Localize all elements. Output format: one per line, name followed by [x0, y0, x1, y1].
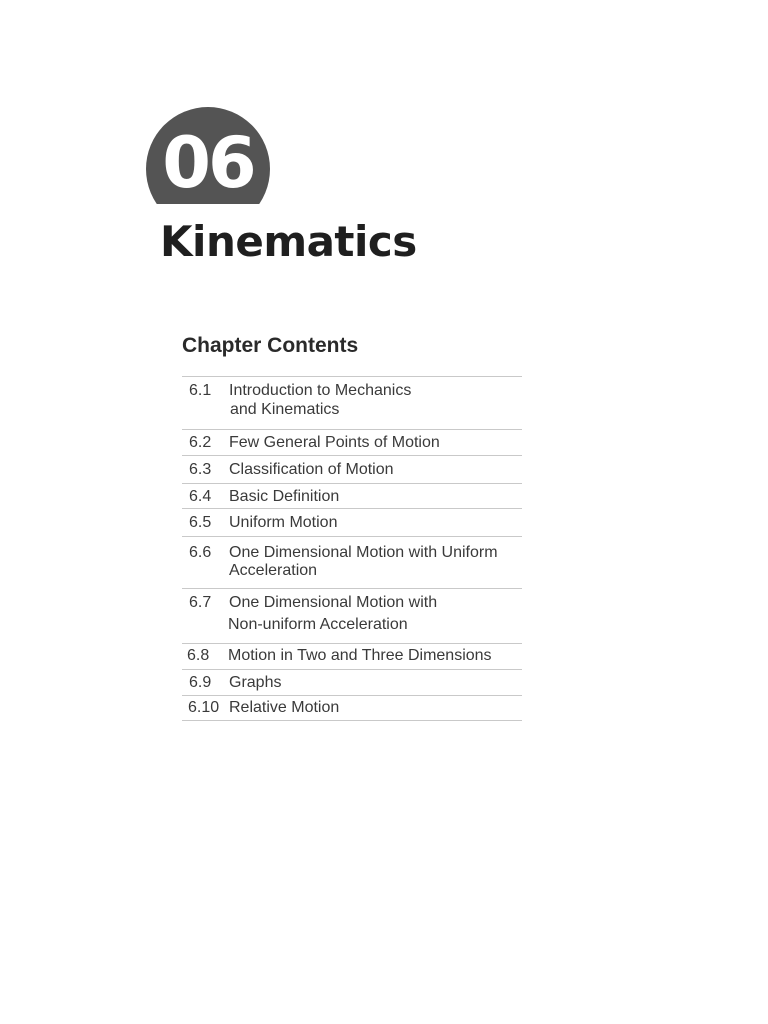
- toc-item-title-line: Uniform Motion: [229, 514, 338, 531]
- contents-heading: Chapter Contents: [182, 334, 359, 357]
- toc-item-title-line: One Dimensional Motion with: [229, 594, 438, 611]
- toc-item[interactable]: [182, 589, 522, 644]
- toc-item-title-line: Relative Motion: [229, 699, 340, 716]
- toc-item[interactable]: [182, 377, 522, 430]
- toc-item-title-line: Acceleration: [229, 562, 318, 579]
- toc-item-title-line: Non-uniform Acceleration: [228, 616, 408, 633]
- toc-item-title-line: and Kinematics: [230, 401, 340, 418]
- toc-item-title-line: One Dimensional Motion with Uniform: [229, 544, 498, 561]
- toc-item[interactable]: [182, 696, 522, 721]
- toc-item[interactable]: [182, 670, 522, 696]
- toc-item-number: 6.9: [189, 674, 212, 691]
- toc-item-number: 6.7: [189, 594, 212, 611]
- toc-item-title: [229, 593, 522, 643]
- toc-item-title: [229, 543, 522, 588]
- toc-item[interactable]: [182, 456, 522, 484]
- toc-item-number: 6.6: [189, 544, 212, 561]
- toc-item-title-line: Motion in Two and Three Dimensions: [228, 647, 492, 664]
- toc-item[interactable]: [182, 509, 522, 537]
- toc-item-title: [228, 646, 522, 669]
- toc-item[interactable]: [182, 484, 522, 509]
- chapter-number-badge: [146, 107, 270, 204]
- toc-item-number: 6.2: [189, 434, 212, 451]
- toc-item[interactable]: [182, 644, 522, 670]
- toc-item-title-line: Few General Points of Motion: [229, 434, 440, 451]
- toc-item-title: [229, 513, 522, 536]
- toc-item-title-line: Basic Definition: [229, 488, 340, 505]
- toc-item-number: 6.3: [189, 461, 212, 478]
- toc-item-number: 6.5: [189, 514, 212, 531]
- toc-item-number: 6.10: [188, 699, 220, 716]
- toc-item-title: [229, 381, 522, 429]
- toc-item-title-line: Introduction to Mechanics: [229, 382, 412, 399]
- toc-item-title: [229, 673, 522, 695]
- table-of-contents: [182, 376, 522, 721]
- toc-item-title: [229, 433, 522, 455]
- toc-item-number: 6.4: [189, 488, 212, 505]
- toc-item[interactable]: [182, 537, 522, 589]
- toc-item-title-line: Classification of Motion: [229, 461, 394, 478]
- chapter-number: 06: [162, 122, 254, 204]
- toc-item-title: [229, 698, 522, 720]
- toc-item-title: [229, 487, 522, 508]
- toc-item-number: 6.8: [187, 647, 210, 664]
- chapter-title: Kinematics: [160, 217, 417, 266]
- toc-item[interactable]: [182, 430, 522, 456]
- toc-item-title-line: Graphs: [229, 674, 282, 691]
- toc-item-title: [229, 460, 522, 483]
- toc-item-number: 6.1: [189, 382, 212, 399]
